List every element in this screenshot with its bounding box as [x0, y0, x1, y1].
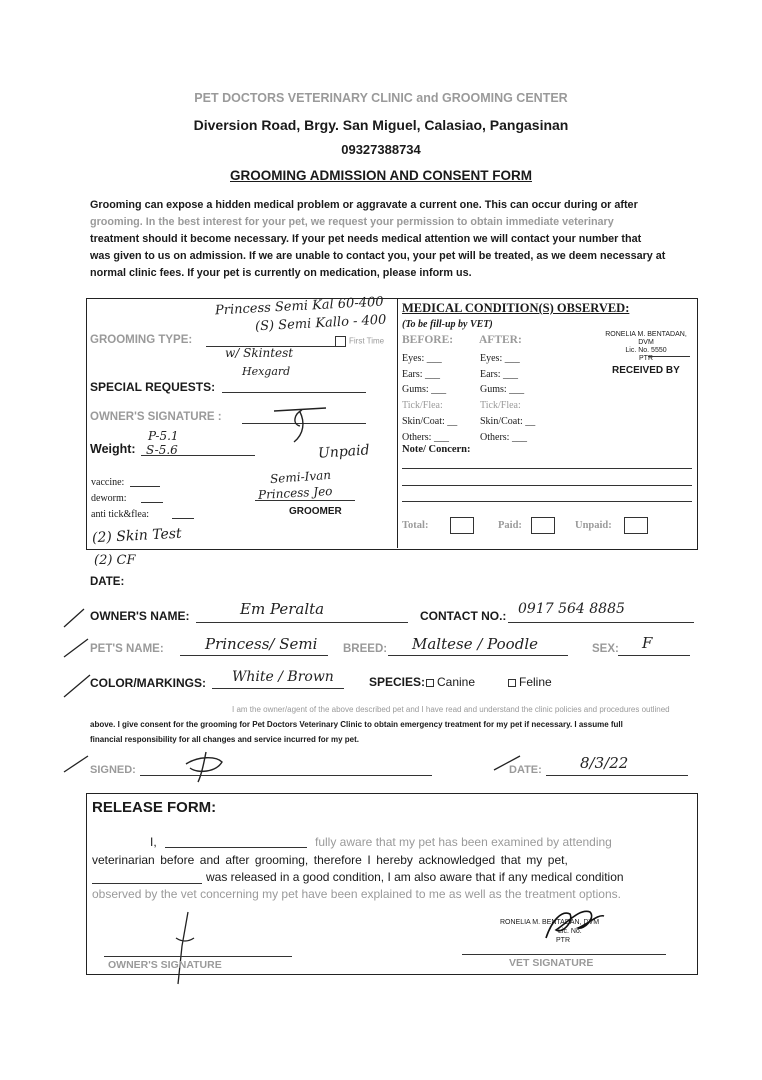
groomer-hw: Princess Jeo — [257, 484, 333, 502]
vet-stamp — [598, 331, 694, 363]
before-label: BEFORE: — [402, 334, 454, 346]
owner-signature-release-label: OWNER'S SIGNATURE — [108, 959, 222, 971]
condition-label: Skin/Coat: — [402, 415, 445, 427]
form-title: GROOMING ADMISSION AND CONSENT FORM — [230, 168, 532, 183]
intro-line: treatment should it become necessary. If your pet needs medical attention we will contact your number that — [90, 233, 642, 245]
signed-signature-scribble — [180, 748, 228, 784]
condition-label: Gums: — [480, 384, 507, 396]
release-line: fully aware that my pet has been examined by attending — [315, 835, 612, 849]
release-stamp-ptr: PTR — [556, 937, 570, 944]
vaccine-label: vaccine: — [91, 477, 125, 488]
condition-label: Gums: — [402, 384, 429, 396]
after-label: AFTER: — [479, 334, 522, 346]
cf-hw: (2) CF — [94, 553, 136, 568]
condition-label: Ears: — [402, 368, 423, 380]
vet-signature-label: VET SIGNATURE — [509, 957, 594, 969]
received-by-label: RECEIVED BY — [612, 365, 680, 376]
color-markings-label: COLOR/MARKINGS: — [90, 676, 206, 690]
canine-checkbox[interactable] — [426, 679, 434, 687]
condition-row-after — [480, 398, 535, 414]
intro-line: Grooming can expose a hidden medical problem or aggravate a current one. This can occur during or after — [90, 199, 638, 211]
grooming-type-hw: Princess Semi Kal 60-400 — [214, 294, 384, 319]
after-column — [480, 351, 535, 445]
medical-condition-title: MEDICAL CONDITION(S) OBSERVED: — [402, 301, 630, 315]
intro-line: was given to us on admission. If we are unable to contact you, your pet will be treated, as we deem necessary at — [90, 250, 666, 262]
release-line: observed by the vet concerning my pet have been explained to me as well as the treatment options. — [92, 887, 621, 901]
total-label: Total: — [402, 520, 429, 531]
intro-paragraph — [90, 197, 696, 282]
condition-row-before: Skin/Coat: __ — [402, 415, 458, 427]
condition-label: Tick/Flea: — [480, 400, 521, 412]
unpaid-label: Unpaid: — [575, 520, 612, 531]
vet-stamp-lic: Lic. No. 5550 — [625, 347, 667, 354]
condition-label: Others: — [402, 431, 432, 443]
antitick-label: anti tick&flea: — [91, 509, 150, 520]
release-stamp-lic: Lic. No. — [558, 928, 582, 935]
skin-test-hw: (2) Skin Test — [91, 525, 183, 547]
release-i-label: I, — [150, 835, 157, 849]
breed-hw: Maltese / Poodle — [412, 635, 538, 653]
grooming-type-hw: (S) Semi Kallo - 400 — [254, 312, 387, 335]
consent-line: I am the owner/agent of the above described pet and I have read and understand the clinic policies and procedures outlined — [232, 705, 670, 714]
condition-label: Eyes: — [402, 353, 425, 364]
vet-signature-scribble — [540, 900, 610, 950]
breed-label: BREED: — [343, 643, 388, 655]
condition-label: Eyes: — [480, 353, 503, 364]
condition-row-after: Eyes: ___ — [480, 353, 520, 364]
color-markings-hw: White / Brown — [232, 669, 334, 685]
sex-label: SEX: — [592, 643, 619, 655]
special-requests-label: SPECIAL REQUESTS: — [90, 380, 216, 394]
owner-name-label: OWNER'S NAME: — [90, 609, 190, 623]
first-time-option[interactable]: First Time — [335, 336, 384, 347]
date-label: DATE: — [90, 576, 125, 588]
owner-name-hw: Em Peralta — [240, 600, 325, 618]
consent-line: financial responsibility for all changes and service incurred for my pet. — [90, 735, 359, 744]
paid-box[interactable] — [531, 517, 555, 534]
pet-name-label: PET'S NAME: — [90, 643, 164, 655]
condition-row-after: Skin/Coat: __ — [480, 415, 536, 427]
weight-hw: S-5.6 — [146, 443, 178, 457]
groomer-label: GROOMER — [289, 506, 342, 517]
vet-stamp-ptr: PTR — [639, 355, 653, 362]
condition-row-before — [402, 398, 457, 414]
total-box[interactable] — [450, 517, 474, 534]
intro-line: grooming. In the best interest for your pet, we request your permission to obtain immediate veterinary — [90, 216, 614, 228]
paid-label: Paid: — [498, 520, 522, 531]
release-stamp-name: RONELIA M. BENTADAN, DVM — [500, 919, 600, 926]
medical-condition-subtitle: (To be fill-up by VET) — [402, 319, 493, 330]
contact-label: CONTACT NO.: — [420, 609, 507, 623]
condition-row-before: Ears: ___ — [402, 368, 441, 380]
groomer-hw: Semi-Ivan — [269, 467, 332, 487]
special-requests-hw: Hexgard — [242, 365, 291, 378]
condition-label: Others: — [480, 431, 510, 443]
condition-label: Ears: — [480, 368, 501, 380]
intro-line: normal clinic fees. If your pet is currently on medication, please inform us. — [90, 267, 472, 279]
release-line: veterinarian before and after grooming, therefore I hereby acknowledged that my pet, — [92, 853, 568, 867]
signed-date-label: DATE: — [509, 764, 542, 776]
clinic-address: Diversion Road, Brgy. San Miguel, Calasiao, Pangasinan — [193, 117, 569, 133]
weight-label: Weight: — [90, 442, 136, 456]
owner-signature-label: OWNER'S SIGNATURE : — [90, 411, 222, 423]
note-concern-label: Note/ Concern: — [402, 444, 471, 455]
release-form-title: RELEASE FORM: — [92, 799, 217, 816]
feline-option[interactable]: Feline — [508, 675, 552, 689]
grooming-type-label: GROOMING TYPE: — [90, 334, 193, 346]
sex-hw: F — [642, 634, 653, 652]
pet-name-hw: Princess/ Semi — [205, 635, 318, 653]
unpaid-hw: Unpaid — [317, 442, 371, 462]
box-divider — [397, 298, 398, 548]
condition-label: Skin/Coat: — [480, 415, 523, 427]
signed-date-hw: 8/3/22 — [580, 754, 629, 772]
clinic-phone: 09327388734 — [341, 142, 421, 157]
canine-option[interactable]: Canine — [426, 675, 475, 689]
weight-hw: P-5.1 — [148, 429, 179, 443]
condition-row-before: Others: ___ — [402, 431, 449, 443]
owner-release-signature-scribble — [170, 908, 200, 988]
signed-check-mark — [62, 752, 92, 776]
condition-row-before: Gums: ___ — [402, 384, 447, 396]
contact-hw: 0917 564 8885 — [518, 601, 625, 617]
unpaid-box[interactable] — [624, 517, 648, 534]
condition-label: Tick/Flea: — [402, 400, 443, 412]
special-requests-hw: w/ Skintest — [225, 346, 294, 360]
signed-label: SIGNED: — [90, 764, 136, 776]
feline-checkbox[interactable] — [508, 679, 516, 687]
condition-row-after: Ears: ___ — [480, 368, 519, 380]
consent-line: above. I give consent for the grooming for Pet Doctors Veterinary Clinic to obtain emergency treatment for my pet if necessary. I assume full — [90, 720, 623, 729]
clinic-name: PET DOCTORS VETERINARY CLINIC and GROOMING CENTER — [194, 91, 568, 105]
condition-row-after: Others: ___ — [480, 431, 527, 443]
condition-row-before: Eyes: ___ — [402, 353, 442, 364]
release-line: was released in a good condition, I am also aware that if any medical condition — [206, 870, 624, 884]
condition-row-after: Gums: ___ — [480, 384, 525, 396]
deworm-label: deworm: — [91, 493, 127, 504]
vet-stamp-name: RONELIA M. BENTADAN, DVM — [605, 331, 687, 346]
species-label: SPECIES: — [369, 675, 426, 689]
before-column — [402, 351, 457, 445]
